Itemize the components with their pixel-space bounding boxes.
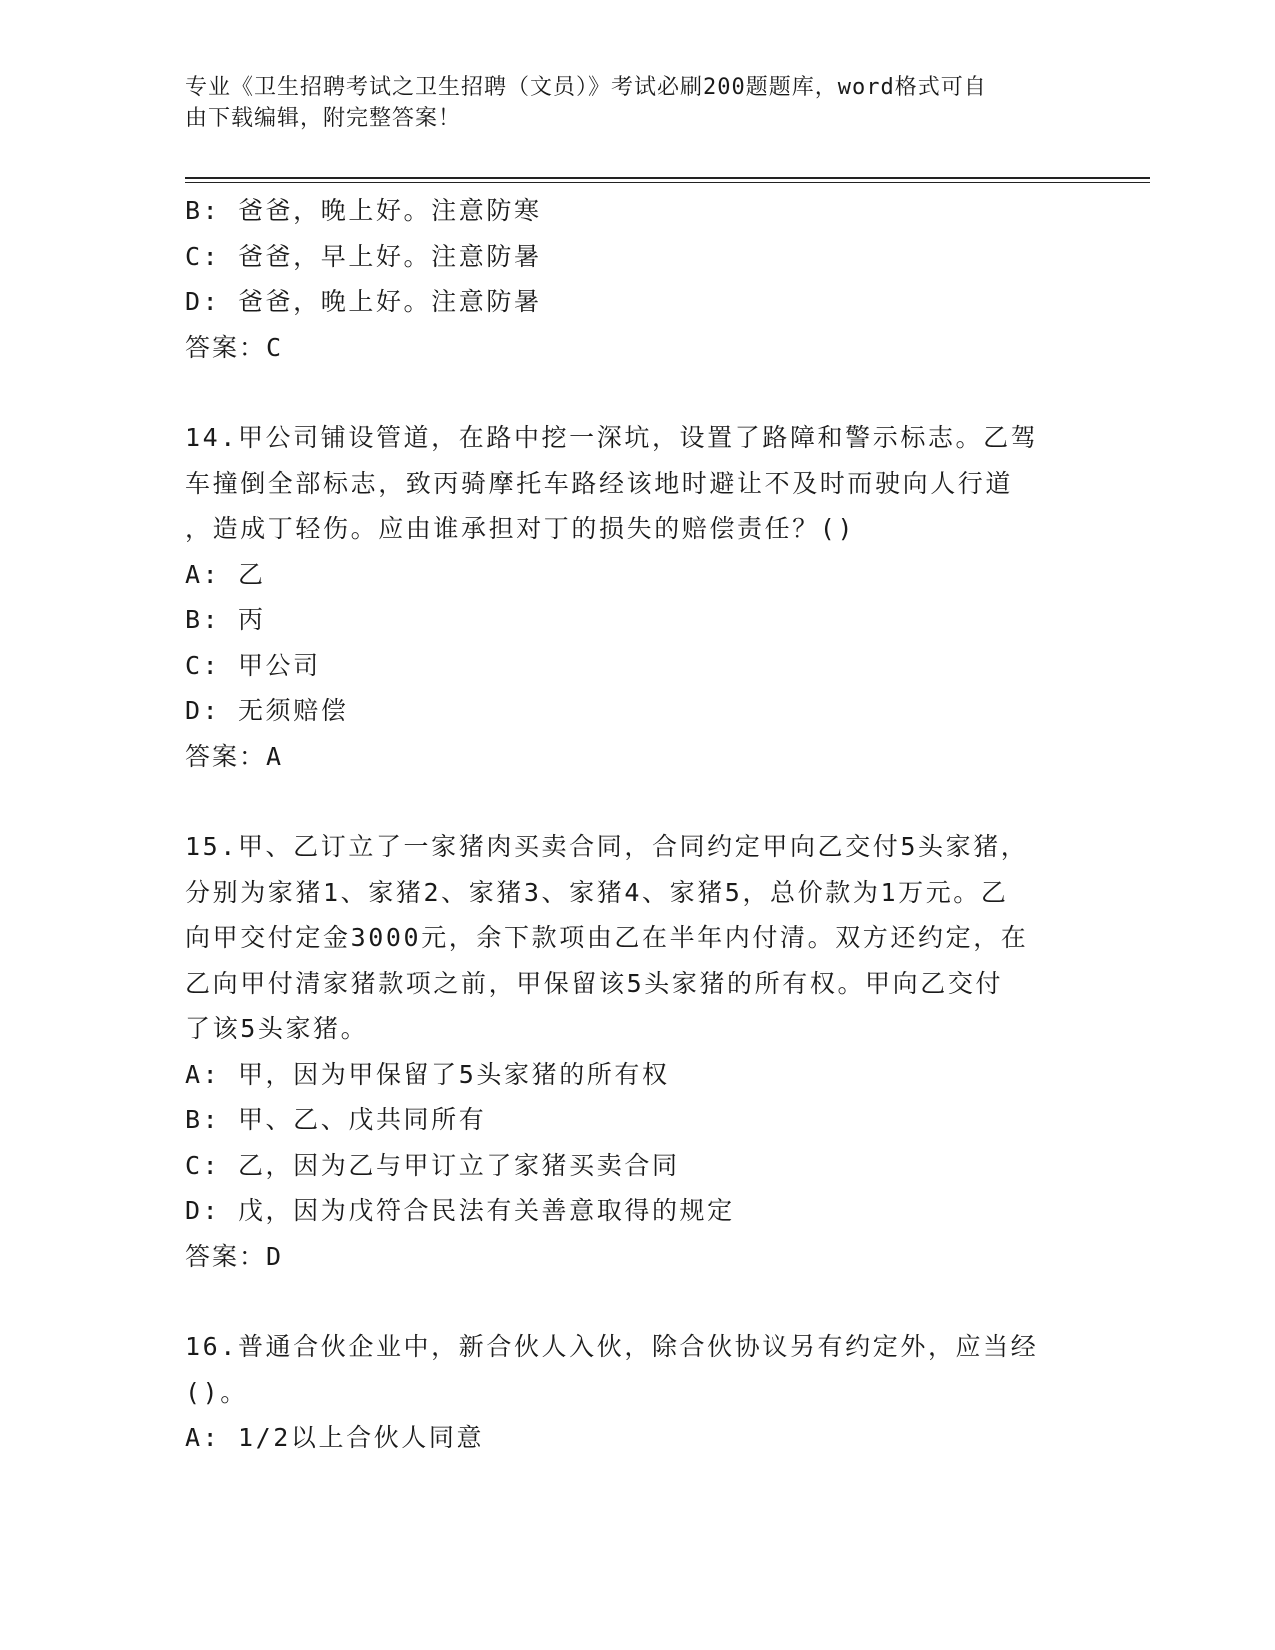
option-a: A: 乙 (185, 559, 266, 589)
header-title-line-1: 专业《卫生招聘考试之卫生招聘（文员）》考试必刷200题题库，word格式可自 (185, 75, 987, 100)
spacer (185, 370, 1085, 415)
option-d: D: 无须赔偿 (185, 696, 349, 725)
header-divider (185, 177, 1150, 179)
question-stem-line: 15.甲、乙订立了一家猪肉买卖合同，合同约定甲向乙交付5头家猪， (185, 832, 1029, 861)
option-a: A: 甲，因为甲保留了5头家猪的所有权 (185, 1059, 670, 1089)
question-stem-line: 了该5头家猪。 (185, 1014, 369, 1043)
option-d: D: 戊，因为戊符合民法有关善意取得的规定 (185, 1196, 735, 1225)
option-c: C: 爸爸，早上好。注意防暑 (185, 241, 542, 271)
question-stem-line: 向甲交付定金3000元，余下款项由乙在半年内付清。双方还约定，在 (185, 923, 1029, 952)
answer-line: 答案：C (185, 332, 284, 362)
option-b: B: 爸爸，晚上好。注意防寒 (185, 196, 542, 225)
question-stem-line: 14.甲公司铺设管道，在路中挖一深坑，设置了路障和警示标志。乙驾 (185, 423, 1039, 452)
option-c: C: 甲公司 (185, 650, 321, 680)
answer-line: 答案：D (185, 1241, 284, 1271)
document-body (185, 188, 1085, 1461)
question-stem-line: 16.普通合伙企业中，新合伙人入伙，除合伙协议另有约定外，应当经 (185, 1332, 1039, 1361)
question-13-continued (185, 188, 1085, 370)
option-b: B: 丙 (185, 605, 266, 634)
option-b: B: 甲、乙、戊共同所有 (185, 1105, 487, 1134)
header-divider-thin (185, 182, 1150, 183)
answer-line: 答案：A (185, 741, 284, 771)
option-a: A: 1/2以上合伙人同意 (185, 1423, 485, 1452)
header-title-line-2: 由下载编辑，附完整答案！ (185, 106, 462, 131)
page-header (185, 72, 1085, 134)
question-stem-line: 车撞倒全部标志，致丙骑摩托车路经该地时避让不及时而驶向人行道 (185, 468, 1014, 498)
question-stem-line: 乙向甲付清家猪款项之前，甲保留该5头家猪的所有权。甲向乙交付 (185, 968, 1004, 998)
question-16 (185, 1324, 1085, 1461)
question-stem-line: 分别为家猪1、家猪2、家猪3、家猪4、家猪5，总价款为1万元。乙 (185, 877, 1009, 907)
question-stem-line: ，造成丁轻伤。应由谁承担对丁的损失的赔偿责任？() (185, 514, 856, 543)
option-d: D: 爸爸，晚上好。注意防暑 (185, 287, 542, 316)
question-stem-line: ()。 (185, 1377, 248, 1407)
question-15 (185, 824, 1085, 1279)
spacer (185, 779, 1085, 824)
spacer (185, 1279, 1085, 1324)
option-c: C: 乙，因为乙与甲订立了家猪买卖合同 (185, 1150, 680, 1180)
question-14 (185, 415, 1085, 779)
